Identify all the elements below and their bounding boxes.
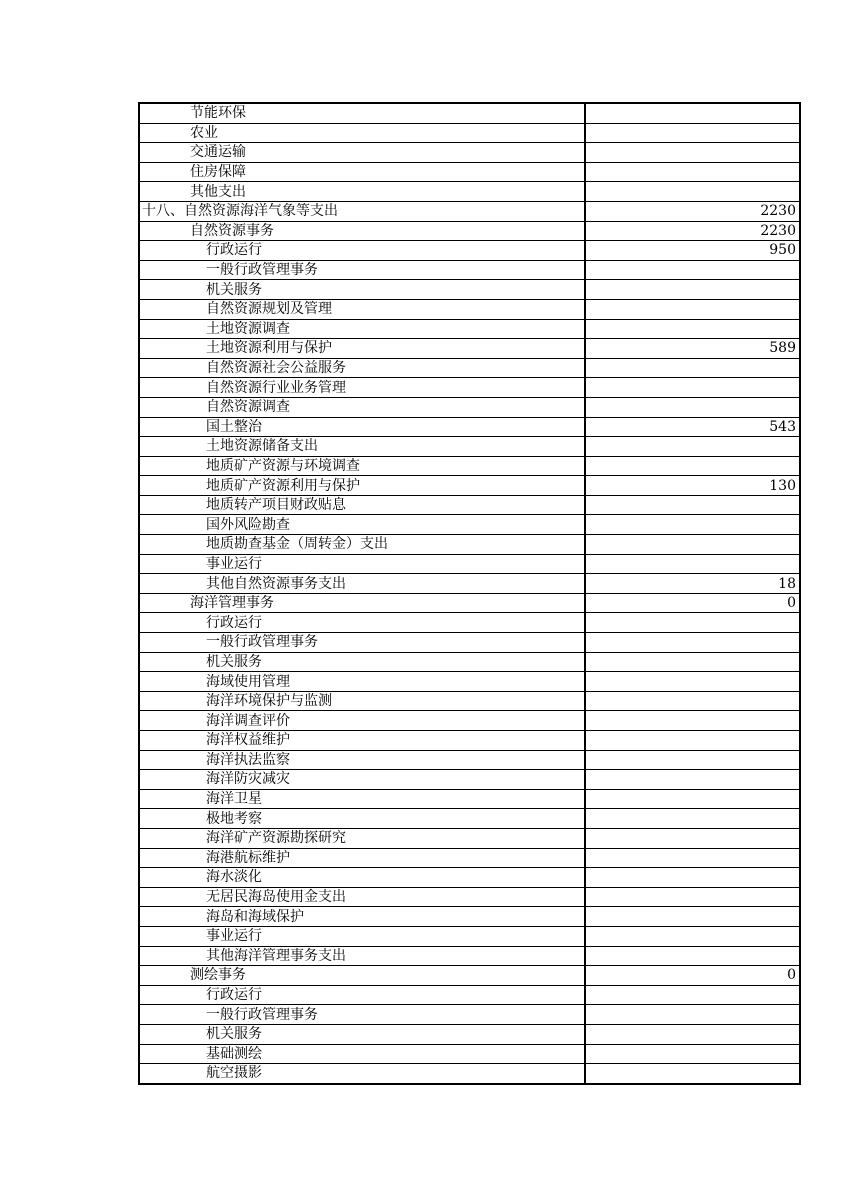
table-row: [139, 103, 800, 123]
table-row: [139, 358, 800, 378]
row-label: 海洋矿产资源勘探研究: [139, 828, 585, 848]
table-row: [139, 260, 800, 280]
row-label: 一般行政管理事务: [139, 633, 585, 653]
row-label: 航空摄影: [139, 1064, 585, 1084]
row-label: 地质转产项目财政贴息: [139, 495, 585, 515]
row-value: [585, 691, 800, 711]
row-value: [585, 1024, 800, 1044]
row-value: [585, 750, 800, 770]
row-value: [585, 554, 800, 574]
table-row: [139, 750, 800, 770]
row-value: 589: [585, 339, 800, 359]
row-value: [585, 535, 800, 555]
table-row: [139, 691, 800, 711]
row-value: [585, 280, 800, 300]
row-label: 自然资源调查: [139, 397, 585, 417]
table-row: [139, 241, 800, 261]
row-label: 地质矿产资源利用与保护: [139, 476, 585, 496]
row-value: [585, 985, 800, 1005]
row-label: 机关服务: [139, 1024, 585, 1044]
row-label: 地质勘查基金（周转金）支出: [139, 535, 585, 555]
table-row: [139, 515, 800, 535]
row-value: 2230: [585, 221, 800, 241]
table-row: [139, 828, 800, 848]
table-row: [139, 417, 800, 437]
table-row: [139, 1024, 800, 1044]
table-row: [139, 319, 800, 339]
row-label: 地质矿产资源与环境调查: [139, 456, 585, 476]
row-value: [585, 613, 800, 633]
row-value: [585, 887, 800, 907]
table-row: [139, 162, 800, 182]
table-row: [139, 221, 800, 241]
row-value: [585, 946, 800, 966]
row-value: [585, 103, 800, 123]
table-row: [139, 770, 800, 790]
row-value: 543: [585, 417, 800, 437]
row-value: [585, 437, 800, 457]
row-value: [585, 260, 800, 280]
table-row: [139, 182, 800, 202]
row-value: [585, 770, 800, 790]
row-label: 海港航标维护: [139, 848, 585, 868]
row-label: 海洋防灾减灾: [139, 770, 585, 790]
row-label: 海洋权益维护: [139, 731, 585, 751]
row-label: 交通运输: [139, 143, 585, 163]
row-value: [585, 633, 800, 653]
row-value: [585, 319, 800, 339]
row-label: 自然资源行业业务管理: [139, 378, 585, 398]
row-value: [585, 299, 800, 319]
table-row: [139, 339, 800, 359]
row-value: [585, 652, 800, 672]
row-label: 土地资源利用与保护: [139, 339, 585, 359]
row-label: 事业运行: [139, 926, 585, 946]
table-row: [139, 652, 800, 672]
row-label: 基础测绘: [139, 1044, 585, 1064]
row-label: 海洋管理事务: [139, 593, 585, 613]
row-value: [585, 868, 800, 888]
row-label: 土地资源调查: [139, 319, 585, 339]
row-value: [585, 789, 800, 809]
table-row: [139, 711, 800, 731]
table-row: [139, 731, 800, 751]
row-label: 节能环保: [139, 103, 585, 123]
table-row: [139, 437, 800, 457]
row-label: 极地考察: [139, 809, 585, 829]
row-label: 自然资源社会公益服务: [139, 358, 585, 378]
row-value: [585, 358, 800, 378]
row-label: 海岛和海域保护: [139, 907, 585, 927]
table-row: [139, 143, 800, 163]
table-row: [139, 456, 800, 476]
row-label: 行政运行: [139, 985, 585, 1005]
row-value: [585, 731, 800, 751]
row-value: [585, 672, 800, 692]
row-value: 950: [585, 241, 800, 261]
table-row: [139, 985, 800, 1005]
table-row: [139, 789, 800, 809]
row-value: [585, 1005, 800, 1025]
table-row: [139, 809, 800, 829]
row-value: [585, 495, 800, 515]
row-label: 海洋环境保护与监测: [139, 691, 585, 711]
table-row: [139, 613, 800, 633]
table-row: [139, 887, 800, 907]
table-row: [139, 123, 800, 143]
row-label: 其他支出: [139, 182, 585, 202]
row-label: 机关服务: [139, 652, 585, 672]
row-label: 海水淡化: [139, 868, 585, 888]
table-row: [139, 476, 800, 496]
table-row: [139, 966, 800, 986]
row-label: 行政运行: [139, 241, 585, 261]
row-value: [585, 1064, 800, 1084]
row-value: [585, 123, 800, 143]
row-value: 2230: [585, 201, 800, 221]
table-row: [139, 848, 800, 868]
table-row: [139, 280, 800, 300]
row-value: [585, 143, 800, 163]
row-label: 海洋调查评价: [139, 711, 585, 731]
table-row: [139, 574, 800, 594]
row-label: 海域使用管理: [139, 672, 585, 692]
row-label: 海洋卫星: [139, 789, 585, 809]
row-label: 无居民海岛使用金支出: [139, 887, 585, 907]
row-value: [585, 809, 800, 829]
table-row: [139, 672, 800, 692]
row-value: [585, 828, 800, 848]
table-row: [139, 554, 800, 574]
row-label: 海洋执法监察: [139, 750, 585, 770]
row-value: [585, 182, 800, 202]
table-row: [139, 378, 800, 398]
row-label: 事业运行: [139, 554, 585, 574]
table-row: [139, 1064, 800, 1084]
table-row: [139, 397, 800, 417]
row-label: 测绘事务: [139, 966, 585, 986]
table-row: [139, 926, 800, 946]
row-value: 18: [585, 574, 800, 594]
table-row: [139, 907, 800, 927]
table-row: [139, 299, 800, 319]
row-label: 国外风险勘查: [139, 515, 585, 535]
row-label: 行政运行: [139, 613, 585, 633]
table-row: [139, 535, 800, 555]
row-value: [585, 378, 800, 398]
row-value: 130: [585, 476, 800, 496]
table-row: [139, 1044, 800, 1064]
row-label: 土地资源储备支出: [139, 437, 585, 457]
expenditure-table: [138, 102, 801, 1085]
row-label: 自然资源事务: [139, 221, 585, 241]
table-row: [139, 633, 800, 653]
row-value: [585, 515, 800, 535]
row-value: [585, 907, 800, 927]
row-value: [585, 397, 800, 417]
table-row: [139, 946, 800, 966]
table-row: [139, 495, 800, 515]
row-label: 自然资源规划及管理: [139, 299, 585, 319]
row-value: [585, 456, 800, 476]
row-value: [585, 926, 800, 946]
row-label: 机关服务: [139, 280, 585, 300]
row-value: [585, 711, 800, 731]
expenditure-table-body: [139, 103, 800, 1084]
row-label: 其他自然资源事务支出: [139, 574, 585, 594]
table-row: [139, 868, 800, 888]
row-label: 国土整治: [139, 417, 585, 437]
table-row: [139, 1005, 800, 1025]
row-value: [585, 848, 800, 868]
row-value: 0: [585, 593, 800, 613]
row-label: 其他海洋管理事务支出: [139, 946, 585, 966]
row-label: 一般行政管理事务: [139, 1005, 585, 1025]
row-label: 十八、自然资源海洋气象等支出: [139, 201, 585, 221]
row-value: [585, 162, 800, 182]
row-label: 农业: [139, 123, 585, 143]
row-label: 住房保障: [139, 162, 585, 182]
row-value: [585, 1044, 800, 1064]
table-row: [139, 201, 800, 221]
row-value: 0: [585, 966, 800, 986]
table-row: [139, 593, 800, 613]
row-label: 一般行政管理事务: [139, 260, 585, 280]
